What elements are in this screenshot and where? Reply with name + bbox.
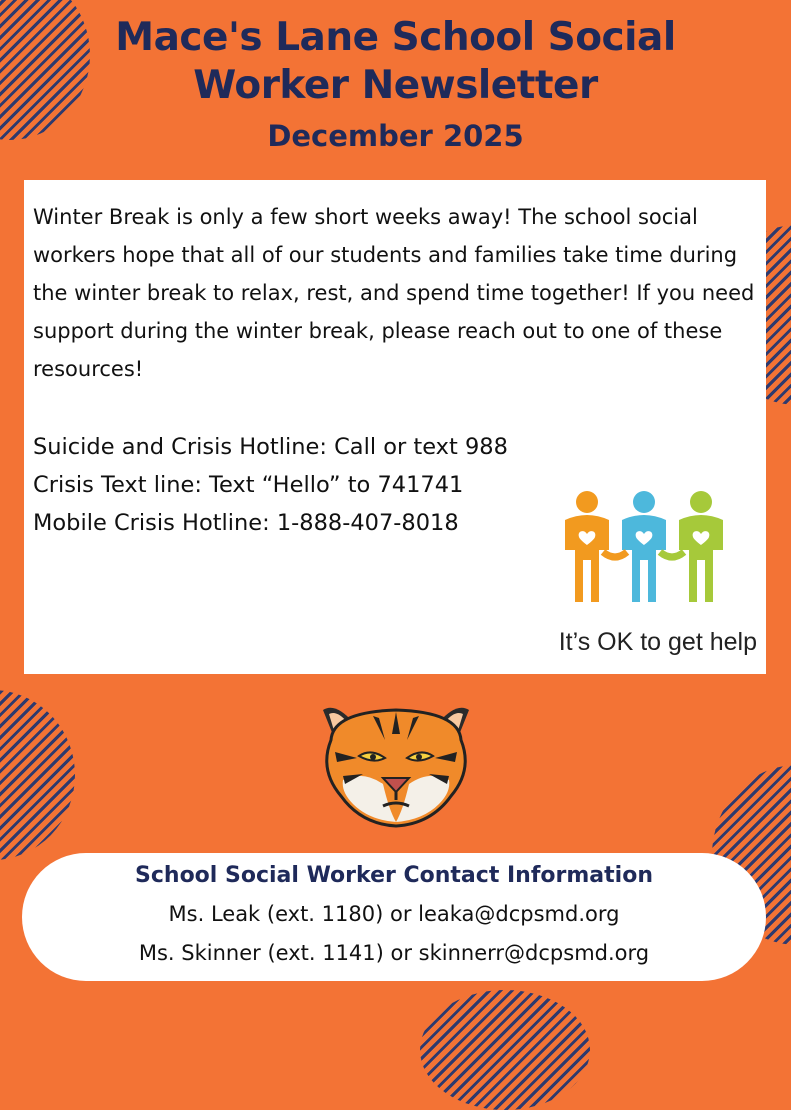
title-line-1: Mace's Lane School Social bbox=[115, 15, 676, 60]
resource-mobile-crisis-hotline: Mobile Crisis Hotline: 1-888-407-8018 bbox=[33, 510, 459, 536]
tiger-mascot-icon bbox=[313, 700, 479, 828]
decorative-circle-bottom bbox=[420, 990, 590, 1110]
resource-suicide-crisis-hotline: Suicide and Crisis Hotline: Call or text 988 bbox=[33, 434, 508, 460]
resource-list bbox=[33, 428, 508, 542]
main-content-box bbox=[24, 180, 766, 674]
intro-paragraph: Winter Break is only a few short weeks away! The school social workers hope that all of our students and families take time during the winter break to relax, rest, and spend time together! If you need support during the winter break, please reach out to one of these resources! bbox=[33, 205, 755, 381]
page-title bbox=[0, 14, 791, 110]
newsletter-date: December 2025 bbox=[267, 119, 524, 153]
decorative-circle-left-lower bbox=[0, 690, 75, 860]
contact-ms-leak: Ms. Leak (ext. 1180) or leaka@dcpsmd.org bbox=[168, 902, 620, 926]
people-holding-hands-heart-icon bbox=[559, 490, 729, 610]
resource-crisis-text-line: Crisis Text line: Text “Hello” to 741741 bbox=[33, 472, 464, 498]
contact-ms-skinner: Ms. Skinner (ext. 1141) or skinnerr@dcpsmd.org bbox=[138, 941, 650, 965]
contact-info-box bbox=[22, 853, 766, 981]
title-line-2: Worker Newsletter bbox=[193, 63, 598, 108]
contact-heading: School Social Worker Contact Information bbox=[135, 863, 653, 888]
help-caption: It’s OK to get help bbox=[558, 628, 757, 656]
